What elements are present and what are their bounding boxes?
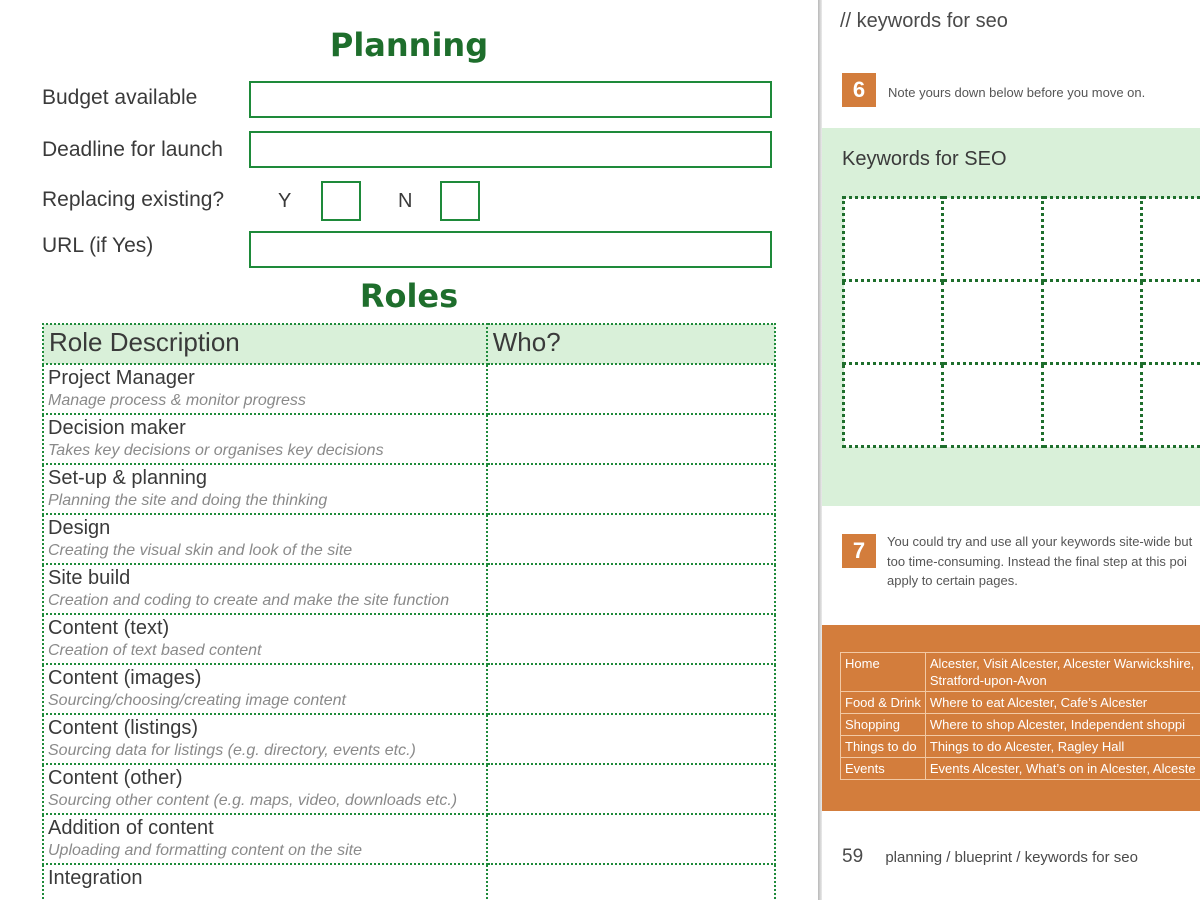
role-name: Site build: [48, 567, 131, 589]
who-input[interactable]: [487, 714, 775, 764]
role-name: Content (other): [48, 767, 183, 789]
url-label: URL (if Yes): [42, 234, 154, 257]
url-input[interactable]: [249, 231, 772, 268]
table-row: [43, 514, 775, 564]
replacing-label: Replacing existing?: [42, 188, 225, 211]
keyword-cell[interactable]: [1141, 281, 1200, 364]
yes-checkbox[interactable]: [321, 181, 361, 221]
step-6-badge: 6: [842, 73, 876, 107]
table-row: [43, 664, 775, 714]
role-cell: [43, 664, 487, 714]
page-name: Food & Drink: [841, 692, 926, 714]
table-row: [43, 714, 775, 764]
roles-header-row: [43, 324, 775, 364]
page-keywords-panel: [822, 625, 1200, 811]
page-name: Shopping: [841, 714, 926, 736]
yes-label: Y: [278, 190, 292, 212]
page-name: Home: [841, 653, 926, 692]
role-description: Sourcing/choosing/creating image content: [48, 692, 346, 709]
role-description: Planning the site and doing the thinking: [48, 492, 328, 509]
role-cell: [43, 864, 487, 900]
table-row: [43, 414, 775, 464]
planning-title: Planning: [329, 26, 489, 64]
role-description: Uploading and formatting content on the site: [48, 842, 362, 859]
page-name: Things to do: [841, 736, 926, 758]
budget-input[interactable]: [249, 81, 772, 118]
table-row: [43, 814, 775, 864]
page-number: 59: [842, 846, 864, 867]
budget-label: Budget available: [42, 86, 198, 109]
who-input[interactable]: [487, 514, 775, 564]
role-description-header: Role Description: [43, 324, 487, 364]
role-cell: [43, 614, 487, 664]
who-input[interactable]: [487, 564, 775, 614]
table-row: [841, 758, 1200, 780]
keywords-grid: [842, 196, 1200, 448]
who-header: Who?: [487, 324, 775, 364]
role-cell: [43, 364, 487, 414]
keyword-cell[interactable]: [1141, 198, 1200, 281]
keyword-cell[interactable]: [943, 198, 1042, 281]
keyword-cell[interactable]: [1141, 364, 1200, 447]
role-cell: [43, 714, 487, 764]
keywords-title: Keywords for SEO: [842, 148, 1007, 170]
who-input[interactable]: [487, 764, 775, 814]
keyword-cell[interactable]: [1042, 364, 1141, 447]
role-cell: [43, 564, 487, 614]
role-description: Sourcing data for listings (e.g. directory, events etc.): [48, 742, 416, 759]
table-row: [841, 653, 1200, 692]
role-cell: [43, 814, 487, 864]
role-name: Set-up & planning: [48, 467, 208, 489]
table-row: [43, 764, 775, 814]
who-input[interactable]: [487, 614, 775, 664]
role-name: Project Manager: [48, 367, 195, 389]
keyword-cell[interactable]: [844, 281, 943, 364]
roles-title: Roles: [359, 277, 459, 315]
table-row: [43, 864, 775, 900]
right-page: [822, 0, 1200, 900]
table-row: [43, 564, 775, 614]
deadline-input[interactable]: [249, 131, 772, 168]
keywords-line: Alcester, Visit Alcester, Alcester Warwickshire,: [929, 656, 1195, 671]
who-input[interactable]: [487, 414, 775, 464]
page-keywords-table: [840, 652, 1200, 780]
deadline-label: Deadline for launch: [42, 138, 223, 161]
page-keywords: Things to do Alcester, Ragley Hall: [925, 736, 1200, 758]
step-7-badge: 7: [842, 534, 876, 568]
role-cell: [43, 414, 487, 464]
role-cell: [43, 464, 487, 514]
role-name: Design: [48, 517, 111, 539]
page-keywords: [925, 653, 1200, 692]
role-name: Content (images): [48, 667, 202, 689]
role-name: Integration: [48, 867, 143, 889]
keyword-cell[interactable]: [844, 364, 943, 447]
page-footer: [842, 846, 1138, 868]
keywords-line: Stratford-upon-Avon: [929, 673, 1047, 688]
no-label: N: [398, 190, 413, 212]
keyword-cell[interactable]: [943, 281, 1042, 364]
table-row: [841, 736, 1200, 758]
footer-breadcrumb: planning / blueprint / keywords for seo: [885, 849, 1138, 866]
table-row: [43, 464, 775, 514]
keyword-cell[interactable]: [844, 198, 943, 281]
who-input[interactable]: [487, 814, 775, 864]
page-keywords: Events Alcester, What’s on in Alcester, Alceste: [925, 758, 1200, 780]
section-header: // keywords for seo: [840, 10, 1008, 32]
table-row: [43, 614, 775, 664]
who-input[interactable]: [487, 664, 775, 714]
step-6-text: Note yours down below before you move on.: [888, 85, 1146, 100]
who-input[interactable]: [487, 864, 775, 900]
role-name: Content (text): [48, 617, 170, 639]
role-name: Decision maker: [48, 417, 186, 439]
role-description: Takes key decisions or organises key decisions: [48, 442, 384, 459]
role-description: Manage process & monitor progress: [48, 392, 306, 409]
role-cell: [43, 514, 487, 564]
role-name: Addition of content: [48, 817, 214, 839]
table-row: [841, 692, 1200, 714]
step-7-line: too time-consuming. Instead the final step at this poi: [887, 553, 1187, 569]
no-checkbox[interactable]: [440, 181, 480, 221]
role-cell: [43, 764, 487, 814]
who-input[interactable]: [487, 364, 775, 414]
who-input[interactable]: [487, 464, 775, 514]
roles-table: [42, 323, 776, 900]
role-description: Creation of text based content: [48, 642, 262, 659]
role-description: Sourcing other content (e.g. maps, video, downloads etc.): [48, 792, 458, 809]
table-row: [43, 364, 775, 414]
keyword-cell[interactable]: [1042, 198, 1141, 281]
page-keywords: Where to eat Alcester, Cafe’s Alcester: [925, 692, 1200, 714]
keywords-panel: [822, 128, 1200, 506]
keyword-cell[interactable]: [943, 364, 1042, 447]
keyword-cell[interactable]: [1042, 281, 1141, 364]
step-7-line: You could try and use all your keywords site-wide but: [887, 534, 1193, 549]
step-7-line: apply to certain pages.: [887, 573, 1018, 588]
role-description: Creation and coding to create and make the site function: [48, 592, 450, 609]
page-keywords: Where to shop Alcester, Independent shoppi: [925, 714, 1200, 736]
step-7-text: [887, 532, 1200, 591]
page-name: Events: [841, 758, 926, 780]
table-row: [841, 714, 1200, 736]
role-name: Content (listings): [48, 717, 199, 739]
role-description: Creating the visual skin and look of the site: [48, 542, 353, 559]
